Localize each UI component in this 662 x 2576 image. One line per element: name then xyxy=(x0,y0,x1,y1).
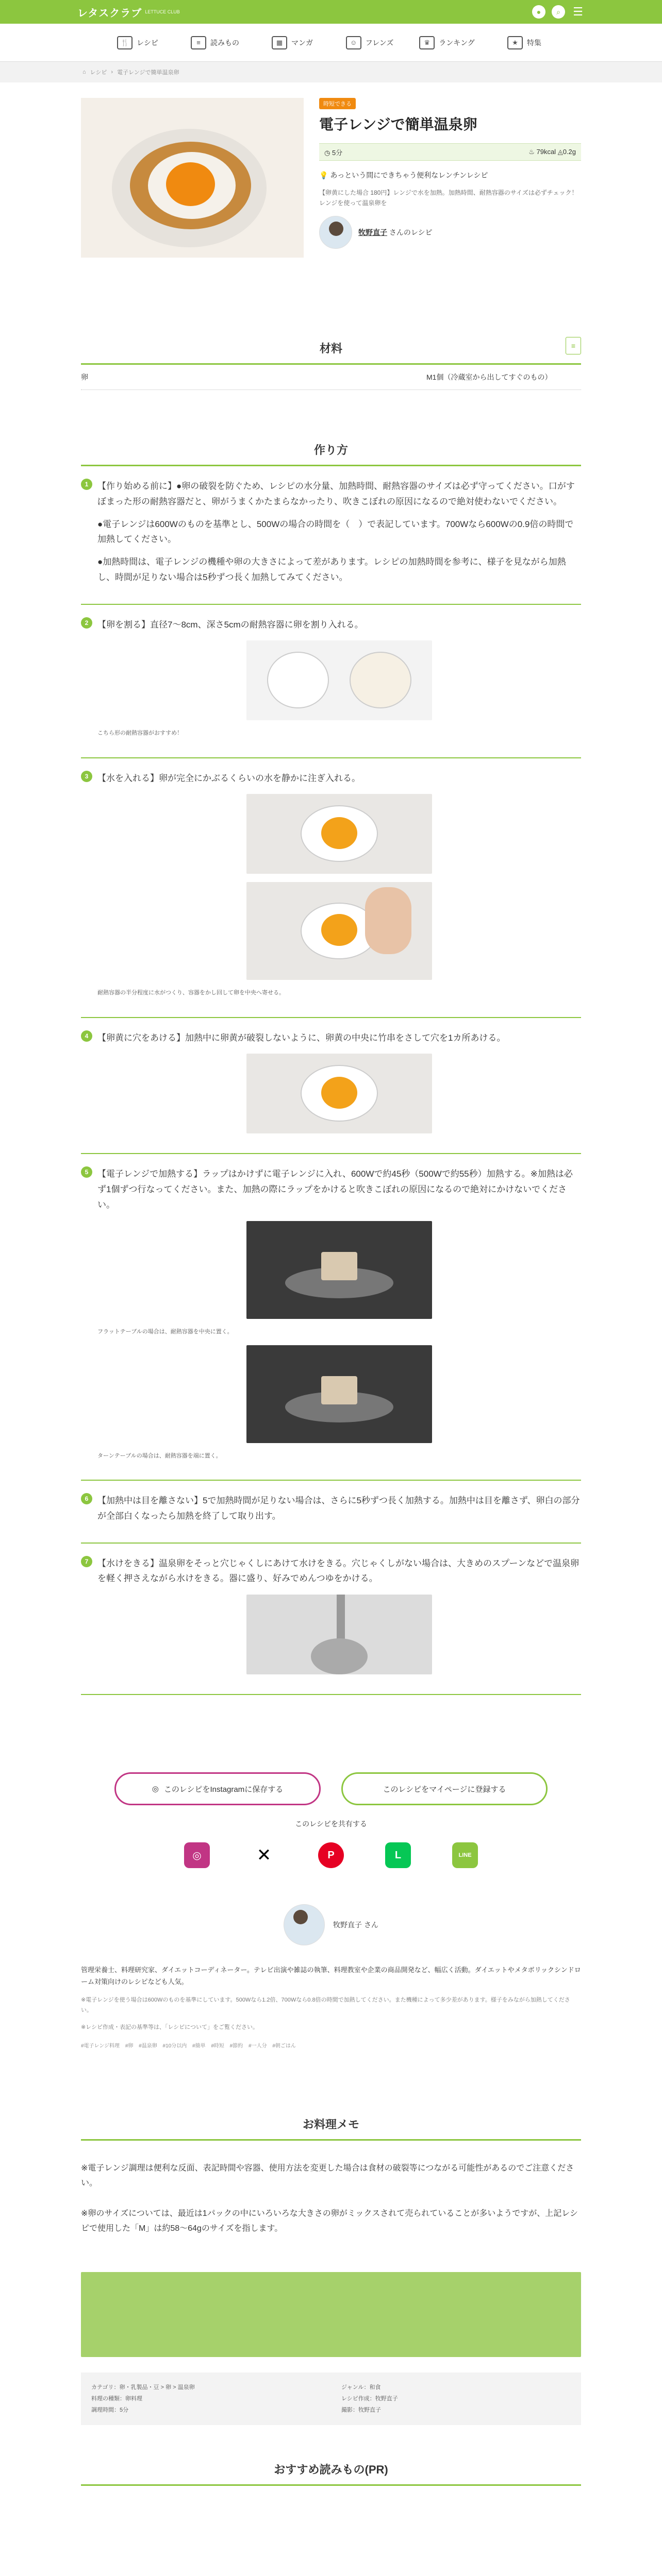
top-bar xyxy=(0,0,662,24)
step-list xyxy=(81,466,581,1695)
sns-share xyxy=(81,1842,581,1868)
step-text: 【卵を割る】直径7〜8cm、深さ5cmの耐熱容器に卵を割り入れる。 xyxy=(97,619,363,630)
nav-item[interactable] xyxy=(254,36,331,49)
recipe-author: 牧野直子 さんのレシピ xyxy=(319,216,581,249)
save-instagram-button[interactable]: ◎ このレシピをInstagramに保存する xyxy=(114,1772,321,1805)
step-photo xyxy=(246,794,432,874)
step-text: 【加熱中は目を離さない】5で加熱時間が足りない場合は、さらに5秒ずつ長く加熱する。加熱中は目を離さず、卵白の部分が全部白くなったら加熱を終了して取り出す。 xyxy=(97,1496,580,1521)
recipe-rule-note: ※レシピ作成・表記の基準等は、「レシピについて」をご覧ください。 xyxy=(81,2024,258,2031)
recipe-lead: 💡 あっという間にできちゃう便利なレンチンレシピ xyxy=(319,171,488,179)
microwave-note: ※電子レンジを使う場合は600Wのものを基準にしています。500Wなら1.2倍、700Wなら0.8倍の時間で加熱してください。また機種によって多少差があります。様子をみながら加熱してください。 xyxy=(81,1996,570,2013)
step-text: 【電子レンジで加熱する】ラップはかけずに電子レンジに入れ、600Wで約45秒（500Wで約55秒）加熱する。※加熱は必ず1個ずつ行なってください。また、加熱の際にラップをかけると吹きこぼれの原因になるので絶対にかけないでください。 xyxy=(97,1169,573,1210)
step xyxy=(81,605,581,758)
category-link[interactable]: カテゴリ：卵・乳製品・豆 > 卵 > 温泉卵 xyxy=(91,2384,195,2391)
step-text: 【水けをきる】温泉卵をそっと穴じゃくしにあけて水けをきる。穴じゃくしがない場合は、大きめのスプーンなどで温泉卵を軽く押さえながら水けをきる。器に盛り、好みでめんつゆをかける。 xyxy=(97,1558,580,1584)
step-number: 5 xyxy=(81,1166,92,1178)
nav-label: 特集 xyxy=(527,38,541,47)
memo-paragraph: ※卵のサイズについては、最近は1パックの中にいろいろな大きさの卵がミックスされて売られていることが多いようですが、上記レシピで使用した「M」は約58〜64gのサイズを指します。 xyxy=(81,2209,578,2233)
instagram-icon[interactable]: ◎ xyxy=(184,1842,210,1868)
step xyxy=(81,1544,581,1696)
category-text: 調理時間：5分 xyxy=(91,2407,129,2414)
author-avatar[interactable] xyxy=(319,216,352,249)
line-icon[interactable]: L xyxy=(385,1842,411,1868)
memo-body xyxy=(81,2161,581,2236)
site-logo-sub: LETTUCE CLUB xyxy=(145,9,180,14)
nav-label: フレンズ xyxy=(365,38,394,47)
step-photo xyxy=(246,640,432,720)
line-recipe-icon[interactable]: LINE xyxy=(452,1842,478,1868)
user-icon[interactable]: ● xyxy=(532,5,545,19)
shopping-list-button[interactable]: ≡ xyxy=(566,337,581,354)
memo-title: お料理メモ xyxy=(302,2118,359,2131)
recipe-main-photo xyxy=(81,98,304,258)
step-text: 【作り始める前に】●卵の破裂を防ぐため、レシピの水分量、加熱時間、耐熱容器のサイズは必ず守ってください。口がすぼまった形の耐熱容器だと、卵がうまくかたまらなかったり、吹きこぼれの原因になるので絶対使わないでください。 xyxy=(97,481,575,506)
step-number: 1 xyxy=(81,479,92,490)
calorie: 79kcal xyxy=(536,148,556,156)
step xyxy=(81,758,581,1018)
recipe-title: 電子レンジで簡単温泉卵 xyxy=(319,116,477,132)
step-photo xyxy=(246,1221,432,1319)
home-icon[interactable]: ⌂ xyxy=(82,69,86,75)
friends-icon: ☺ xyxy=(346,36,361,49)
menu-icon[interactable]: ☰ xyxy=(573,5,583,18)
step-number: 2 xyxy=(81,617,92,629)
ingredients-title: 材料 xyxy=(319,342,342,355)
recipe-description: 【卵黄にした場合 180円】レンジで水を加熱。加熱時間、耐熱容器のサイズは必ずチェック！レンジを使って温泉卵を xyxy=(319,189,578,207)
step-number: 6 xyxy=(81,1493,92,1504)
profile-name[interactable]: 牧野直子 xyxy=(333,1921,362,1929)
step-number: 4 xyxy=(81,1030,92,1042)
nav-item[interactable] xyxy=(408,36,486,49)
memo-paragraph: ※電子レンジ調理は便利な反面、表記時間や容器、使用方法を変更した場合は食材の破裂等につながる可能性があるのでご注意ください。 xyxy=(81,2164,574,2188)
category-text: 撮影：牧野直子 xyxy=(341,2407,381,2414)
category-text: 料理の種類：卵料理 xyxy=(91,2396,142,2402)
share-label: このレシピを共有する xyxy=(295,1820,367,1828)
step-text: ●電子レンジは600Wのものを基準とし、500Wの場合の時間を（ ）で表記しています。700Wなら600Wの0.9倍の時間で加熱してください。 xyxy=(97,519,574,545)
author-profile: 牧野直子 さん xyxy=(81,1904,581,1945)
category-link[interactable]: レシピ作成：牧野直子 xyxy=(341,2396,398,2402)
step-photo xyxy=(246,882,432,980)
cook-time: 5分 xyxy=(332,148,343,157)
nav-item[interactable] xyxy=(176,36,254,49)
howto-title: 作り方 xyxy=(313,444,348,456)
save-mypage-button[interactable]: このレシピをマイページに登録する xyxy=(341,1772,548,1805)
nav-label: レシピ xyxy=(137,38,158,47)
x-icon[interactable]: ✕ xyxy=(251,1842,277,1868)
breadcrumb: ⌂ レシピ › 電子レンジで簡単温泉卵 xyxy=(0,62,662,82)
global-nav xyxy=(0,24,662,62)
ingredient-row xyxy=(81,365,581,390)
feature-icon: ★ xyxy=(507,36,523,49)
step-text: 【卵黄に穴をあける】加熱中に卵黄が破裂しないように、卵黄の中央に竹串をさして穴を1カ所あける。 xyxy=(97,1032,506,1043)
recipe-tags[interactable]: #電子レンジ料理 #卵 #温泉卵 #10分以内 #簡単 #時短 #節約 #一人分 #朝ごはん xyxy=(81,2043,296,2049)
nav-label: マンガ xyxy=(291,38,313,47)
step xyxy=(81,1481,581,1544)
step-photo xyxy=(246,1595,432,1674)
breadcrumb-item[interactable]: レシピ xyxy=(90,70,107,76)
ranking-icon: ♛ xyxy=(419,36,435,49)
step-photo xyxy=(246,1345,432,1443)
bulb-icon: 💡 xyxy=(319,171,328,179)
manga-icon: ▦ xyxy=(272,36,287,49)
recipe-meta xyxy=(319,143,581,161)
recipe-icon: 🍴 xyxy=(117,36,133,49)
profile-text: 管理栄養士、料理研究家、ダイエットコーディネーター。テレビ出演や雑誌の執筆、料理教室や企業の商品開発など、幅広く活動。ダイエットやメタボリックシンドローム対策向けのレシピなども人気。 xyxy=(81,1966,581,1986)
photo-caption: ターンテーブルの場合は、耐熱容器を端に置く。 xyxy=(97,1452,222,1459)
step-number: 7 xyxy=(81,1556,92,1567)
search-icon[interactable]: ⌕ xyxy=(552,5,565,19)
step xyxy=(81,1154,581,1481)
salt-icon: ◬ xyxy=(557,148,563,156)
article-icon: ≡ xyxy=(191,36,206,49)
nav-item[interactable] xyxy=(331,36,408,49)
nav-label: ランキング xyxy=(439,38,475,47)
instagram-icon: ◎ xyxy=(152,1785,159,1793)
nav-item[interactable] xyxy=(99,36,176,49)
nav-label: 読みもの xyxy=(210,38,239,47)
site-logo[interactable]: レタスクラブ xyxy=(77,7,142,19)
step-text: 【水を入れる】卵が完全にかぶるくらいの水を静かに注ぎ入れる。 xyxy=(97,773,360,783)
step xyxy=(81,1018,581,1155)
step-photo xyxy=(246,1054,432,1133)
time-saving-badge: 時短できる xyxy=(319,98,356,109)
step-number: 3 xyxy=(81,771,92,782)
category-text: ジャンル：和食 xyxy=(341,2384,381,2391)
pinterest-icon[interactable]: P xyxy=(318,1842,344,1868)
nav-item[interactable] xyxy=(486,36,563,49)
breadcrumb-item: 電子レンジで簡単温泉卵 xyxy=(117,70,179,76)
recipe-category-box xyxy=(81,2372,581,2425)
salt: 0.2g xyxy=(562,148,576,156)
ad-banner[interactable] xyxy=(81,2272,581,2357)
step-text: ●加熱時間は、電子レンジの機種や卵の大きさによって差があります。レシピの加熱時間を参考に、様子を見ながら加熱し、時間が足りない場合は5秒ずつ長く加熱してみてください。 xyxy=(97,557,566,582)
photo-caption: こちら形の耐熱容器がおすすめ！ xyxy=(97,730,183,737)
photo-caption: 耐熱容器の半分程度に水がつくり、容器をかし回して卵を中央へ寄せる。 xyxy=(97,990,285,996)
author-link[interactable]: 牧野直子 xyxy=(358,228,387,236)
step xyxy=(81,466,581,605)
clock-icon: ◷ xyxy=(324,148,330,157)
ingredient-amount: M1個（冷蔵室から出してすぐのもの） xyxy=(426,373,552,381)
ingredient-name: 卵 xyxy=(81,373,88,381)
author-avatar[interactable] xyxy=(284,1904,325,1945)
flame-icon: ♨ xyxy=(528,148,535,156)
recipe-hero xyxy=(81,82,581,258)
recommend-title: おすすめ読みもの(PR) xyxy=(274,2463,388,2477)
photo-caption: フラットテーブルの場合は、耐熱容器を中央に置く。 xyxy=(97,1328,233,1335)
